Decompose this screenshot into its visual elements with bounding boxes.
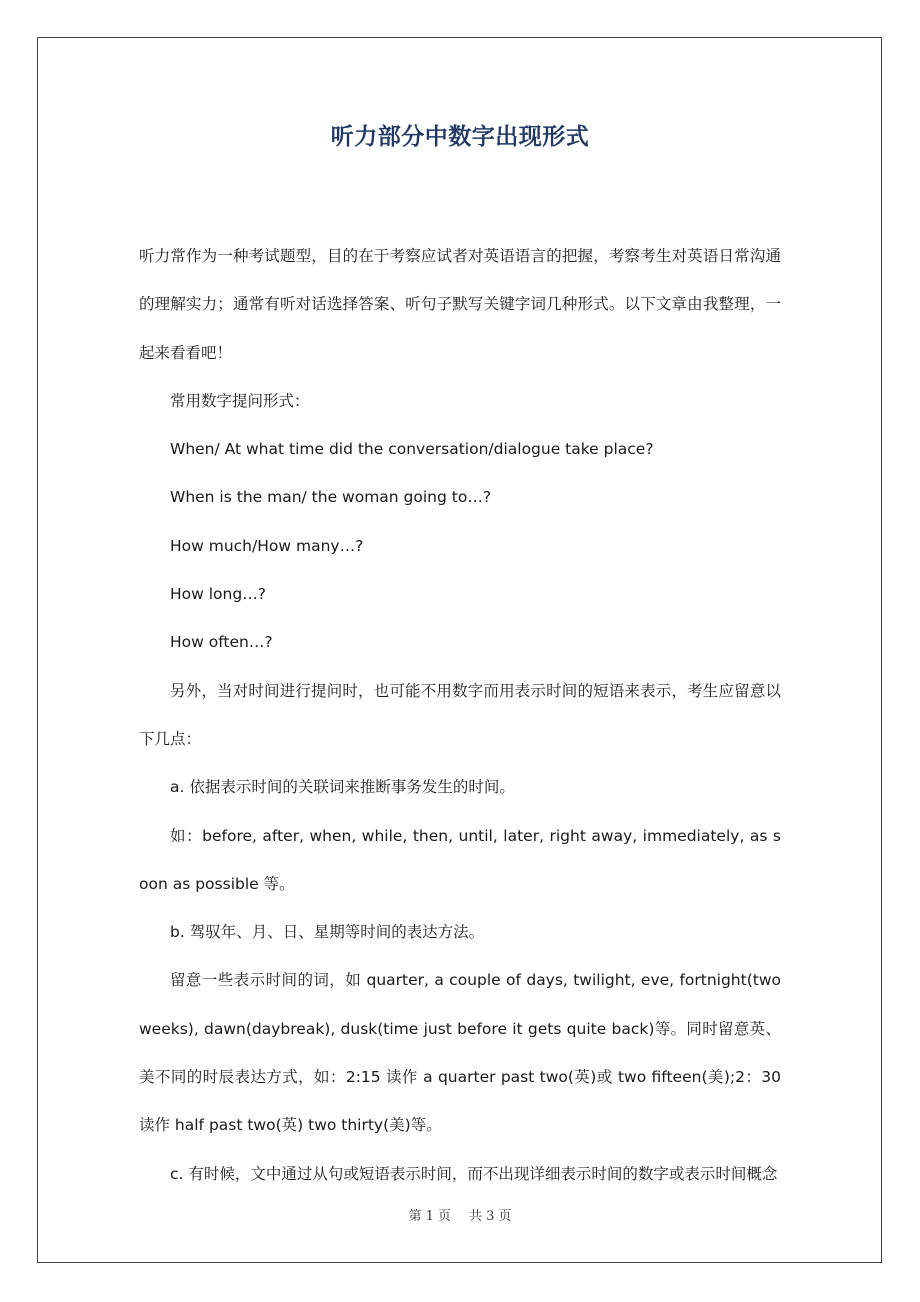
paragraph-question-forms-heading: 常用数字提问形式： <box>170 391 310 410</box>
paragraph-question-when-going: When is the man/ the woman going to…? <box>170 488 492 507</box>
paragraph-time-phrases: 另外，当对时间进行提问时，也可能不用数字而用表示时间的短语来表示，考生应留意以下几点： <box>139 681 781 748</box>
paragraph-intro: 听力常作为一种考试题型，目的在于考察应试者对英语语言的把握，考察考生对英语日常沟通的理解实力；通常有听对话选择答案、听句子默写关键字词几种形式。以下文章由我整理，一起来看看吧！ <box>139 247 781 362</box>
paragraph-question-how-often: How often…? <box>170 633 273 652</box>
paragraph-point-b: b. 驾驭年、月、日、星期等时间的表达方法。 <box>170 923 485 942</box>
page-number: 第 1 页 <box>408 1209 451 1224</box>
page-footer <box>0 1205 920 1224</box>
document-body <box>139 232 781 1198</box>
document-title: 听力部分中数字出现形式 <box>330 124 590 150</box>
paragraph-question-how-much: How much/How many…? <box>170 536 364 555</box>
paragraph-point-c: c. 有时候，文中通过从句或短语表示时间，而不出现详细表示时间的数字或表示时间概念 <box>170 1164 778 1183</box>
paragraph-point-a-examples: 如：before, after, when, while, then, until, later, right away, immediately, as soon as possible 等。 <box>139 826 781 893</box>
paragraph-question-when-time: When/ At what time did the conversation/dialogue take place? <box>170 440 654 459</box>
page-total: 共 3 页 <box>469 1209 512 1224</box>
paragraph-point-b-examples: 留意一些表示时间的词，如 quarter, a couple of days, twilight, eve, fortnight(two weeks), dawn(daybreak), dusk(time just before it gets quite back)等。同时留意英、美不同的时辰表达方式，如：2:15 读作 a quarter past two(英)或 two fifteen(美);2：30 读作 half past two(英) two thirty(美)等。 <box>139 971 781 1135</box>
paragraph-question-how-long: How long…? <box>170 585 266 604</box>
paragraph-point-a: a. 依据表示时间的关联词来推断事务发生的时间。 <box>170 778 515 797</box>
